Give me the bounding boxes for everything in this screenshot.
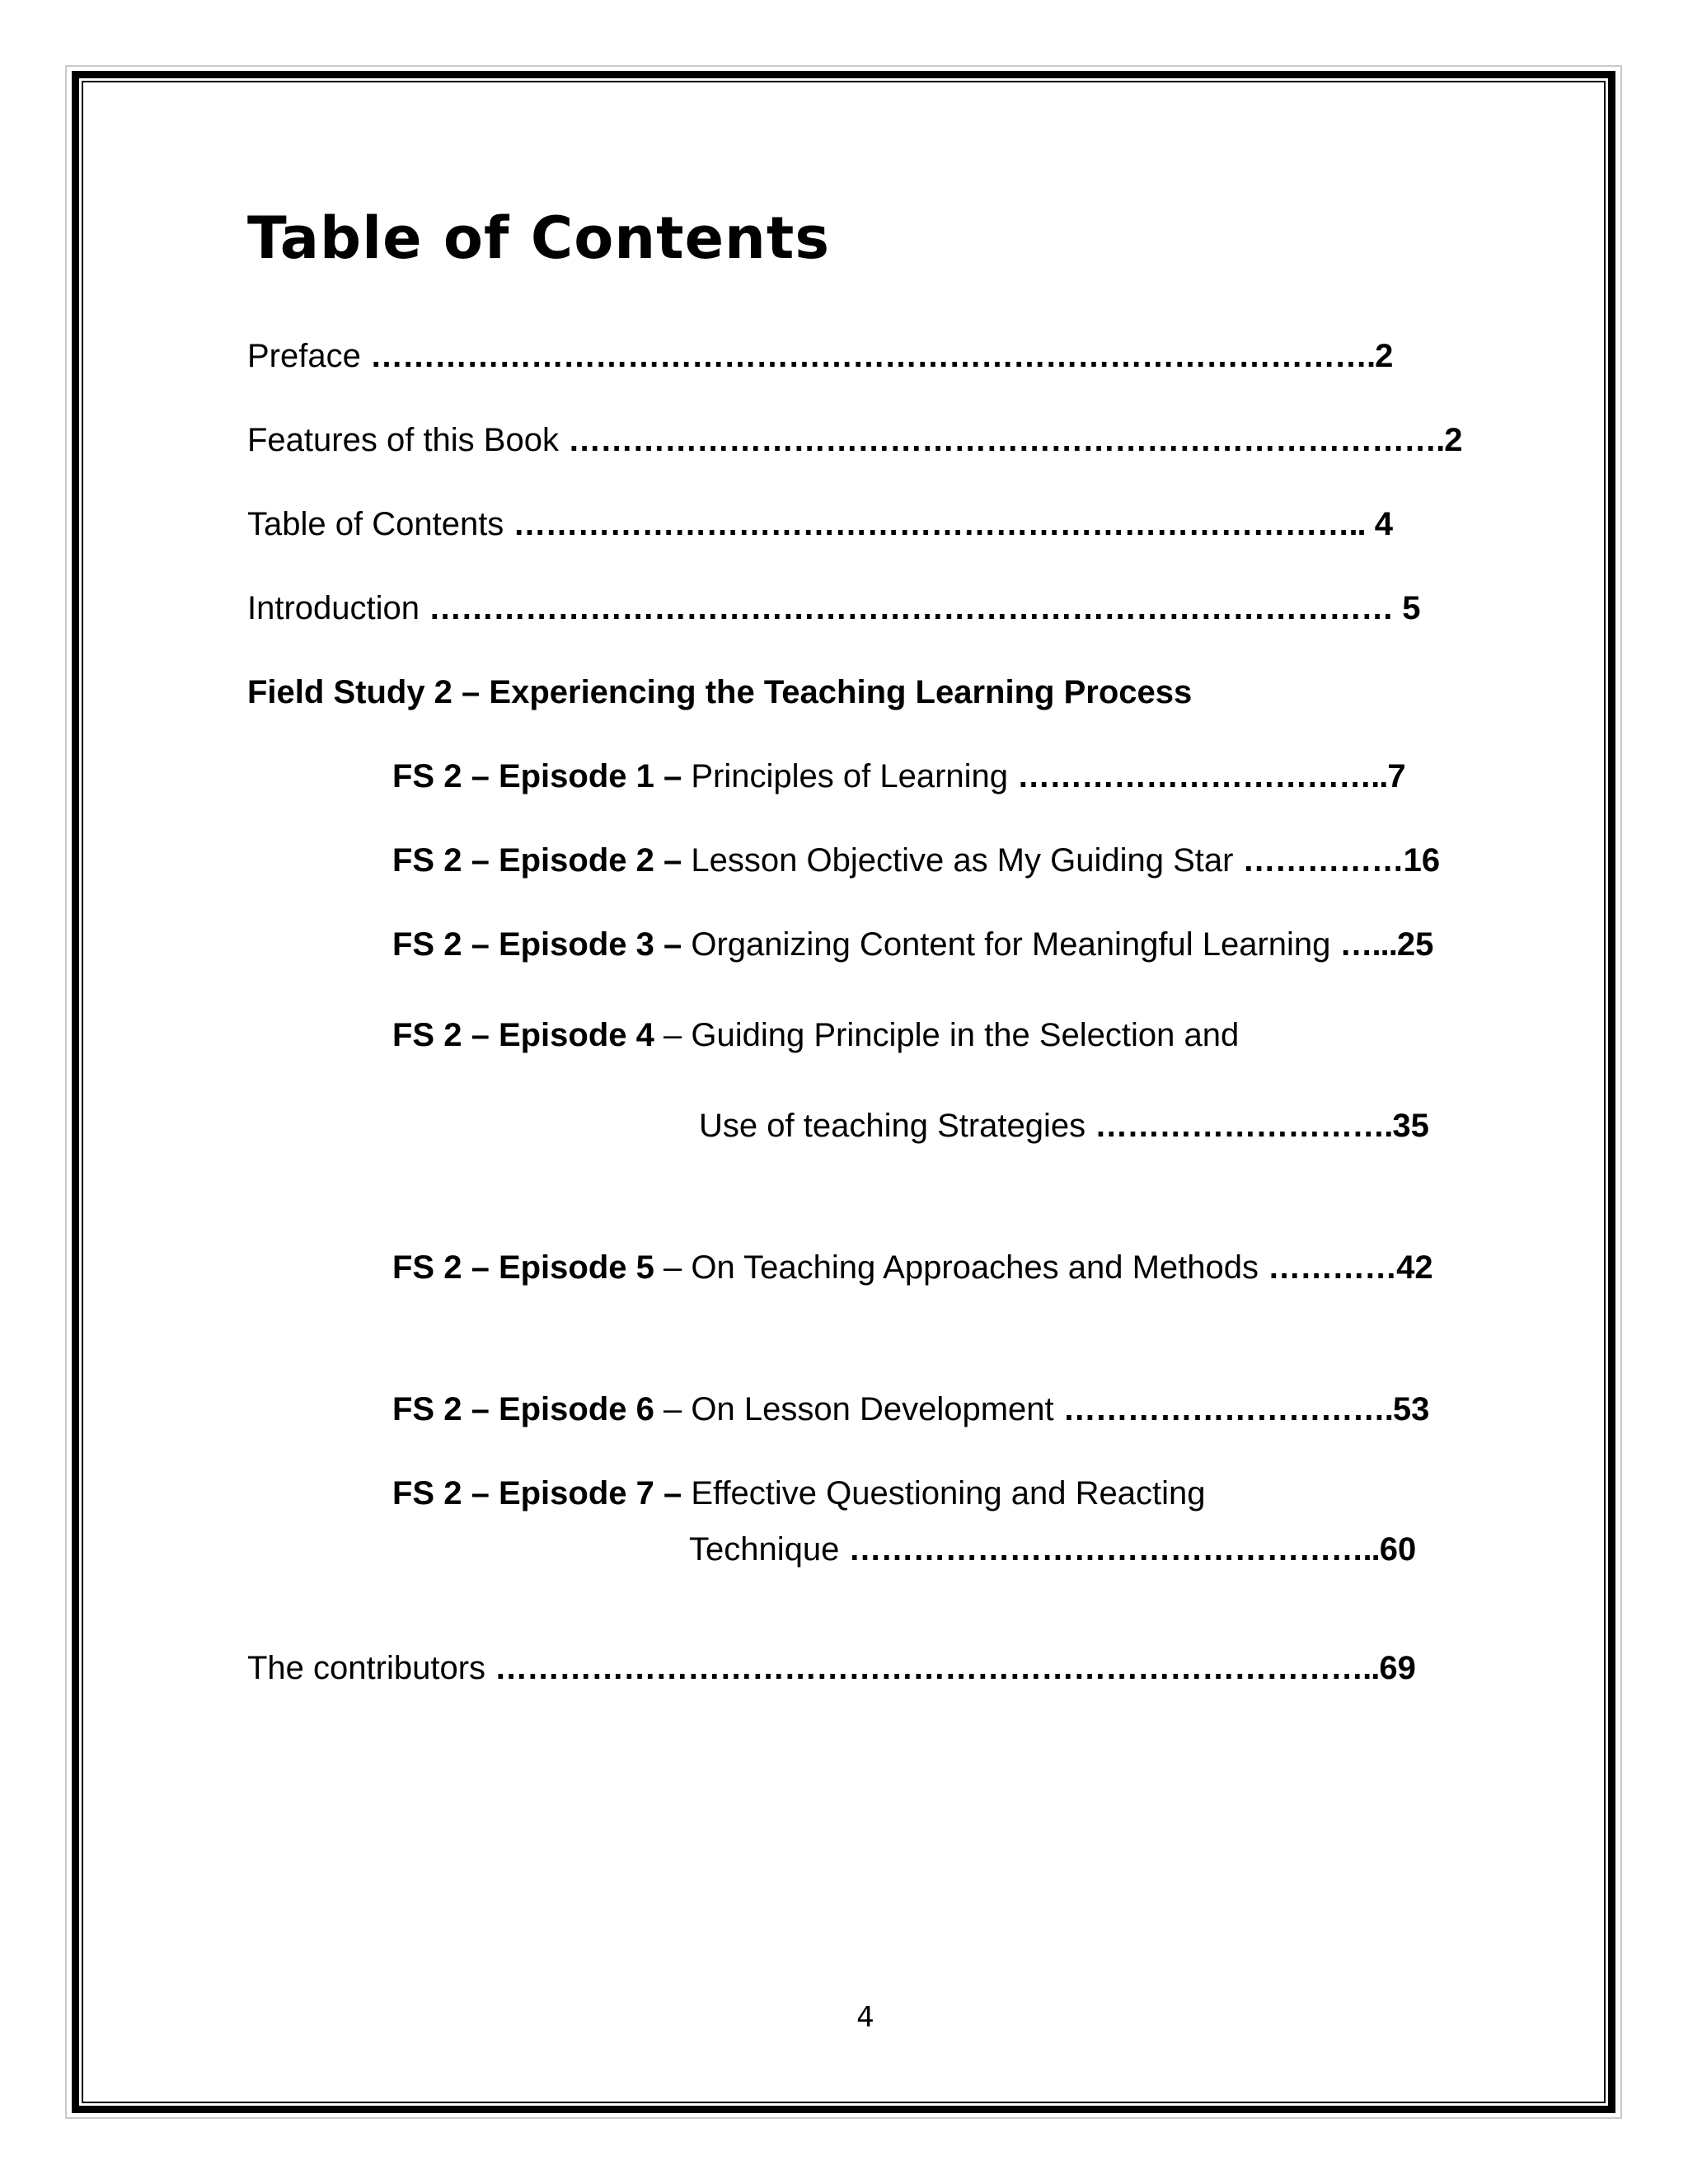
border-tick — [1608, 1971, 1615, 1974]
border-tick — [896, 2106, 898, 2113]
episode-title-continuation: Technique — [689, 1531, 840, 1568]
episode-label: FS 2 – Episode 1 – — [392, 758, 682, 794]
border-tick — [1061, 71, 1063, 78]
border-tick — [72, 1022, 79, 1024]
border-tick — [72, 1549, 79, 1552]
border-tick — [1608, 600, 1615, 602]
border-tick — [649, 71, 651, 78]
entry-text: Introduction — [247, 590, 420, 626]
border-tick — [1608, 1022, 1615, 1024]
leader-dots: ………………………. — [1095, 1108, 1393, 1144]
border-tick — [566, 2106, 569, 2113]
border-tick — [237, 2106, 239, 2113]
border-tick — [72, 811, 79, 813]
border-tick — [1390, 2106, 1393, 2113]
border-tick — [154, 71, 157, 78]
episode-title: – On Lesson Development — [663, 1391, 1054, 1427]
leader-dots: …………………………………………………………………………………. — [369, 338, 1376, 374]
episode-page: 25 — [1396, 926, 1434, 963]
border-tick — [72, 2077, 79, 2079]
border-tick — [1608, 1127, 1615, 1130]
episode-page: 7 — [1387, 758, 1406, 794]
border-tick — [1608, 1655, 1615, 1657]
episode-title-continuation: Use of teaching Strategies — [699, 1108, 1086, 1144]
leader-dots: ……………………………………………………………………….. — [495, 1650, 1380, 1686]
episode-title: – On Teaching Approaches and Methods — [663, 1249, 1259, 1286]
episode-page: 60 — [1379, 1531, 1417, 1568]
episode-title: Lesson Objective as My Guiding Star — [691, 842, 1234, 879]
border-tick — [1308, 2106, 1311, 2113]
border-tick — [1308, 71, 1311, 78]
border-tick — [72, 494, 79, 497]
episode-title: – Guiding Principle in the Selection and — [663, 1017, 1240, 1053]
toc-episode-4-continuation — [699, 1106, 1429, 1146]
border-tick — [1473, 2106, 1475, 2113]
border-tick — [72, 916, 79, 919]
border-tick — [1608, 916, 1615, 919]
border-tick — [1226, 2106, 1228, 2113]
border-tick — [72, 1127, 79, 1130]
episode-label: FS 2 – Episode 7 – — [392, 1475, 682, 1511]
entry-page: 2 — [1375, 338, 1394, 374]
episode-title: Effective Questioning and Reacting — [691, 1475, 1206, 1511]
entry-text: Preface — [247, 338, 361, 374]
toc-entry-contributors — [247, 1648, 1416, 1688]
leader-dots: …………………………. — [1062, 1391, 1393, 1427]
border-tick — [566, 71, 569, 78]
entry-text: The contributors — [247, 1650, 486, 1686]
border-tick — [484, 2106, 486, 2113]
entry-page: 69 — [1379, 1650, 1416, 1686]
border-tick — [72, 178, 79, 180]
border-tick — [72, 1444, 79, 1446]
border-tick — [1608, 284, 1615, 286]
border-tick — [154, 2106, 157, 2113]
border-tick — [1061, 2106, 1063, 2113]
entry-page: 5 — [1402, 590, 1421, 626]
border-tick — [401, 2106, 404, 2113]
entry-page: 2 — [1444, 422, 1463, 458]
toc-episode-4 — [392, 1015, 1239, 1055]
toc-episode-1 — [392, 757, 1406, 796]
leader-dots: …... — [1339, 926, 1397, 963]
entry-text: Table of Contents — [247, 506, 504, 542]
border-tick — [1608, 389, 1615, 391]
episode-page: 16 — [1403, 842, 1441, 879]
section-heading: Field Study 2 – Experiencing the Teaching Learning Process — [247, 674, 1193, 710]
border-tick — [1608, 1338, 1615, 1341]
border-tick — [731, 71, 734, 78]
leader-dots: …………… — [1242, 842, 1404, 879]
border-tick — [72, 1338, 79, 1341]
border-tick — [1555, 71, 1558, 78]
border-tick — [1473, 71, 1475, 78]
border-tick — [1143, 2106, 1146, 2113]
episode-page: 42 — [1396, 1249, 1433, 1286]
border-tick — [72, 1971, 79, 1974]
border-tick — [1608, 705, 1615, 708]
border-tick — [814, 71, 816, 78]
border-tick — [72, 1655, 79, 1657]
border-tick — [401, 71, 404, 78]
leader-dots: ……………………………………………………………………………… — [429, 590, 1394, 626]
leader-dots: ………………………………………….. — [848, 1531, 1380, 1568]
border-tick — [1226, 71, 1228, 78]
border-tick — [978, 2106, 981, 2113]
leader-dots: ………… — [1268, 1249, 1397, 1286]
toc-episode-5 — [392, 1248, 1433, 1287]
border-tick — [1608, 1233, 1615, 1235]
toc-episode-3 — [392, 925, 1433, 964]
leader-dots: …………………………………………………………………….. — [513, 506, 1366, 542]
border-tick — [72, 284, 79, 286]
border-tick — [1608, 811, 1615, 813]
border-tick — [72, 389, 79, 391]
episode-label: FS 2 – Episode 5 — [392, 1249, 654, 1286]
border-tick — [896, 71, 898, 78]
toc-entry-table-of-contents — [247, 504, 1393, 544]
border-tick — [1608, 494, 1615, 497]
entry-text: Features of this Book — [247, 422, 559, 458]
page-border — [72, 71, 1615, 2113]
border-tick — [72, 705, 79, 708]
toc-entry-features — [247, 420, 1462, 460]
border-tick — [319, 2106, 321, 2113]
border-tick — [649, 2106, 651, 2113]
border-tick — [72, 600, 79, 602]
border-tick — [1608, 178, 1615, 180]
toc-episode-2 — [392, 841, 1440, 880]
episode-label: FS 2 – Episode 4 — [392, 1017, 654, 1053]
toc-entry-introduction — [247, 588, 1421, 628]
border-tick — [731, 2106, 734, 2113]
border-tick — [72, 1233, 79, 1235]
border-tick — [319, 71, 321, 78]
border-tick — [1608, 1444, 1615, 1446]
border-tick — [978, 71, 981, 78]
leader-dots: ………………………………………………………………………. — [568, 422, 1445, 458]
border-tick — [1555, 2106, 1558, 2113]
episode-page: 35 — [1392, 1108, 1429, 1144]
episode-label: FS 2 – Episode 6 — [392, 1391, 654, 1427]
border-tick — [1608, 1760, 1615, 1763]
toc-episode-7 — [392, 1474, 1205, 1513]
entry-page: 4 — [1374, 506, 1394, 542]
episode-page: 53 — [1392, 1391, 1430, 1427]
border-tick — [484, 71, 486, 78]
episode-title: Principles of Learning — [691, 758, 1009, 794]
page-title: Table of Contents — [247, 204, 831, 272]
border-tick — [72, 1866, 79, 1868]
toc-episode-6 — [392, 1390, 1429, 1429]
border-tick — [1143, 71, 1146, 78]
border-tick — [1608, 2077, 1615, 2079]
border-tick — [1608, 1866, 1615, 1868]
border-tick — [1608, 1549, 1615, 1552]
toc-entry-preface — [247, 336, 1393, 376]
episode-label: FS 2 – Episode 3 – — [392, 926, 682, 963]
leader-dots: …………………………….. — [1017, 758, 1388, 794]
page-number: 4 — [856, 2001, 874, 2034]
episode-title: Organizing Content for Meaningful Learning — [691, 926, 1331, 963]
episode-label: FS 2 – Episode 2 – — [392, 842, 682, 879]
border-tick — [814, 2106, 816, 2113]
toc-episode-7-continuation — [689, 1530, 1416, 1569]
border-tick — [72, 1760, 79, 1763]
border-tick — [1390, 71, 1393, 78]
border-tick — [237, 71, 239, 78]
